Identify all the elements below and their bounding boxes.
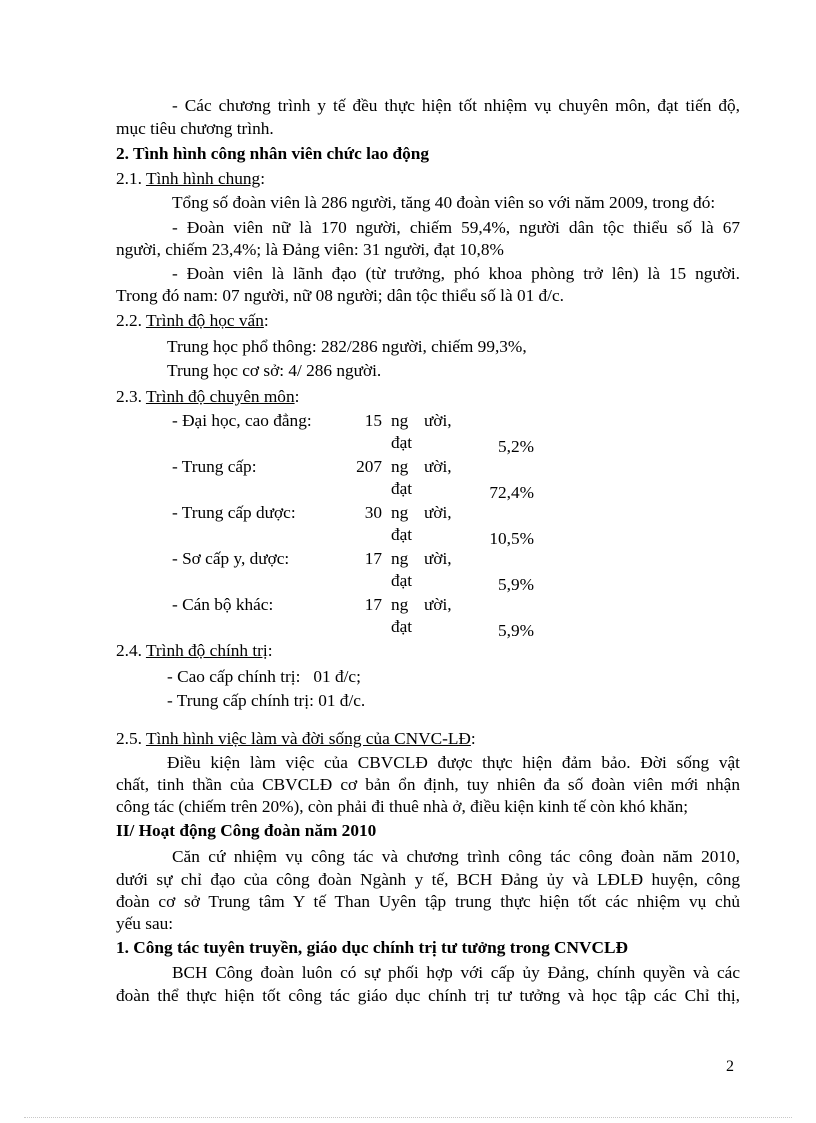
qualification-unit: ng (391, 549, 409, 568)
part-2-line-2: dưới sự chỉ đạo của công đoàn Ngành y tế, BCH Đảng ủy và LĐLĐ huyện, công (116, 870, 740, 889)
section-2-5-heading: 2.5. Tình hình việc làm và đời sống của CNVC-LĐ: (116, 729, 476, 748)
qualification-unit-suffix: ười, (424, 503, 452, 522)
qualification-percent: 5,2% (498, 437, 534, 456)
s25-line-3: công tác (chiếm trên 20%), còn phải đi thuê nhà ở, điều kiện kinh tế còn khó khăn; (116, 797, 689, 816)
qualification-unit: ng (391, 457, 409, 476)
part-2-line-1: Căn cứ nhiệm vụ công tác và chương trình công tác công đoàn năm 2010, (172, 847, 740, 866)
qualification-count: 15 (364, 411, 382, 430)
qualification-dat: đạt (391, 571, 413, 590)
subsection-1-heading: 1. Công tác tuyên truyền, giáo dục chính trị tư tưởng trong CNVCLĐ (116, 938, 628, 957)
qualification-label: - Trung cấp: (172, 457, 257, 476)
qualification-percent: 5,9% (498, 575, 534, 594)
qualification-label: - Đại học, cao đẳng: (172, 411, 312, 430)
intro-line-1: - Các chương trình y tế đều thực hiện tốt nhiệm vụ chuyên môn, đạt tiến độ, (172, 96, 740, 115)
page-bottom-divider (24, 1117, 792, 1118)
s22-line-1: Trung học phổ thông: 282/286 người, chiếm 99,3%, (167, 337, 527, 356)
qualification-unit: ng (391, 503, 409, 522)
qualification-unit: ng (391, 411, 409, 430)
part-2-heading: II/ Hoạt động Công đoàn năm 2010 (116, 821, 377, 840)
s21-paragraph-2-line-2: người, chiếm 23,4%; là Đảng viên: 31 người, đạt 10,8% (116, 240, 504, 259)
qualification-unit: ng (391, 595, 409, 614)
qualification-count: 30 (364, 503, 382, 522)
s24-line-1: - Cao cấp chính trị: 01 đ/c; (167, 667, 361, 686)
subsection-1-line-2: đoàn thể thực hiện tốt công tác giáo dục chính trị tư tưởng và học tập các Chỉ thị, (116, 986, 740, 1005)
s24-line-2: - Trung cấp chính trị: 01 đ/c. (167, 691, 366, 710)
section-2-2-heading: 2.2. Trình độ học vấn: (116, 311, 269, 330)
qualification-label: - Cán bộ khác: (172, 595, 274, 614)
intro-line-2: mục tiêu chương trình. (116, 119, 274, 138)
page-number: 2 (726, 1058, 734, 1075)
qualification-percent: 10,5% (489, 529, 534, 548)
section-2-4-heading: 2.4. Trình độ chính trị: (116, 641, 273, 660)
part-2-line-4: yếu sau: (116, 914, 174, 933)
subsection-1-line-1: BCH Công đoàn luôn có sự phối hợp với cấp ủy Đảng, chính quyền và các (172, 963, 740, 982)
s21-paragraph-2-line-1: - Đoàn viên nữ là 170 người, chiếm 59,4%, người dân tộc thiểu số là 67 (172, 218, 740, 237)
qualification-unit-suffix: ười, (424, 457, 452, 476)
qualification-dat: đạt (391, 433, 413, 452)
qualification-label: - Sơ cấp y, dược: (172, 549, 290, 568)
section-2-3-heading: 2.3. Trình độ chuyên môn: (116, 387, 300, 406)
qualification-unit-suffix: ười, (424, 595, 452, 614)
section-2-1-heading: 2.1. Tình hình chung: (116, 169, 265, 188)
qualification-unit-suffix: ười, (424, 549, 452, 568)
s21-paragraph-3-line-1: - Đoàn viên là lãnh đạo (từ trưởng, phó khoa phòng trở lên) là 15 người. (172, 264, 740, 283)
section-2-heading: 2. Tình hình công nhân viên chức lao động (116, 144, 430, 163)
s25-line-1: Điều kiện làm việc của CBVCLĐ được thực hiện đảm bảo. Đời sống vật (167, 753, 740, 772)
s25-line-2: chất, tinh thần của CBVCLĐ cơ bản ổn định, tuy nhiên đa số đoàn viên mới nhận (116, 775, 740, 794)
s22-line-2: Trung học cơ sở: 4/ 286 người. (167, 361, 382, 380)
qualification-percent: 5,9% (498, 621, 534, 640)
qualification-count: 17 (364, 549, 382, 568)
s21-paragraph-1: Tổng số đoàn viên là 286 người, tăng 40 đoàn viên so với năm 2009, trong đó: (172, 193, 716, 212)
qualification-unit-suffix: ười, (424, 411, 452, 430)
qualification-count: 17 (364, 595, 382, 614)
qualification-percent: 72,4% (489, 483, 534, 502)
s21-paragraph-3-line-2: Trong đó nam: 07 người, nữ 08 người; dân tộc thiểu số là 01 đ/c. (116, 286, 564, 305)
qualification-label: - Trung cấp dược: (172, 503, 296, 522)
qualification-dat: đạt (391, 617, 413, 636)
qualification-count: 207 (356, 457, 382, 476)
part-2-line-3: đoàn cơ sở Trung tâm Y tế Than Uyên tập trung thực hiện tốt các nhiệm vụ chủ (116, 892, 740, 911)
qualification-dat: đạt (391, 525, 413, 544)
qualification-dat: đạt (391, 479, 413, 498)
